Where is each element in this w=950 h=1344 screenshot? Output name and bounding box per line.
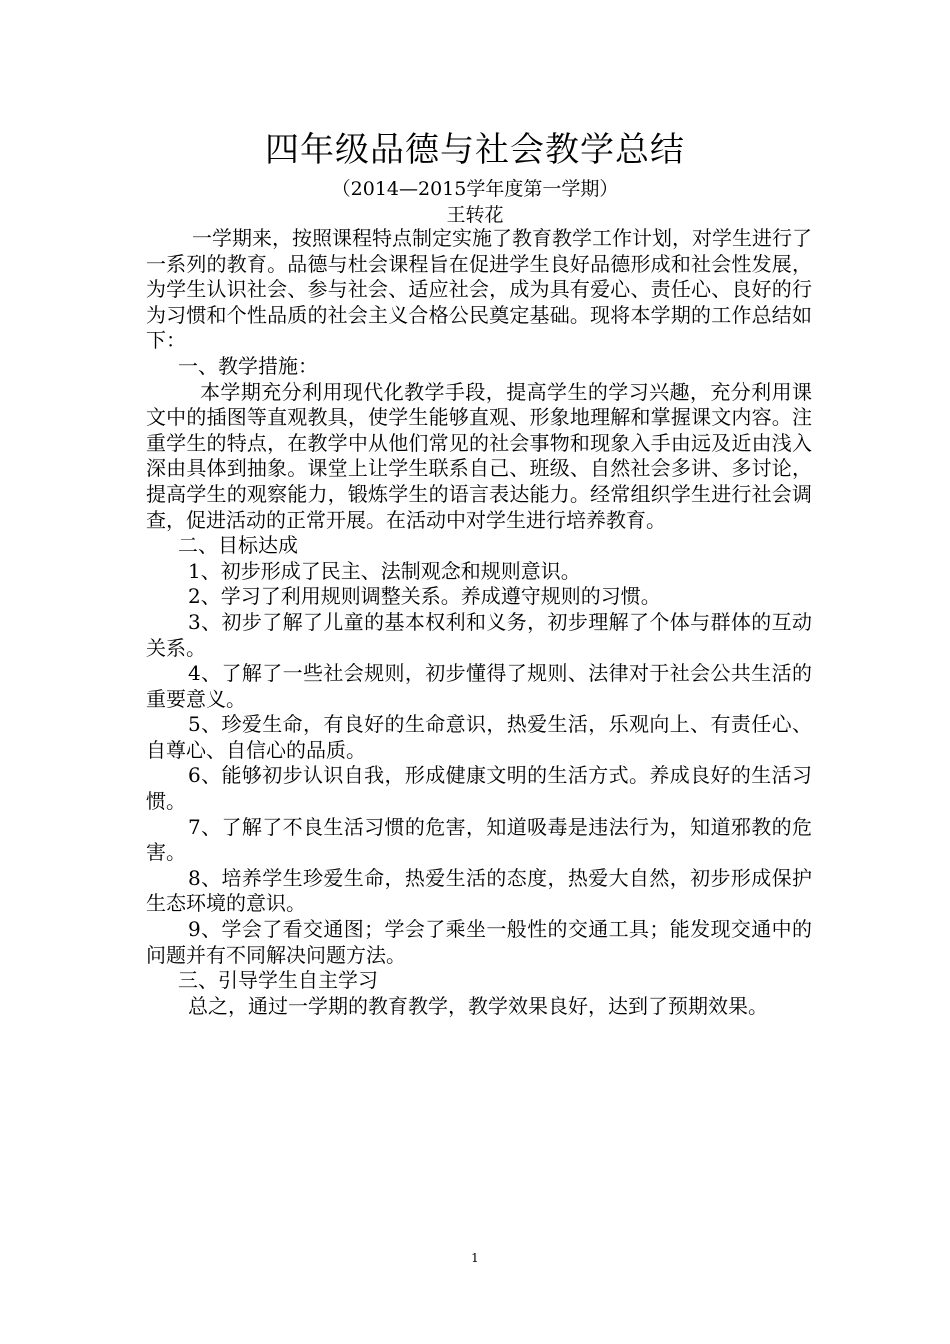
page-number: 1 [471, 1251, 479, 1265]
intro-paragraph: 一学期来，按照课程特点制定实施了教育教学工作计划，对学生进行了一系列的教育。品德与杜会课程旨在促进学生良好品德形成和社会性发展，为学生认识社会、参与社会、适应社会，成为具有爱心、责任心、良好的行为习惯和个性品质的社会主义合格公民奠定基础。现将本学期的工作总结如下： [146, 226, 812, 353]
list-item: 2、学习了利用规则调整关系。养成遵守规则的习惯。 [188, 584, 661, 609]
section-3-heading: 三、引导学生自主学习 [178, 968, 378, 993]
list-item: 4、了解了一些社会规则，初步懂得了规则、法律对于社会公共生活的重要意义。 [146, 661, 812, 711]
section-1-paragraph: 本学期充分利用现代化教学手段，提高学生的学习兴趣，充分利用课文中的插图等直观教具，使学生能够直观、形象地理解和掌握课文内容。注重学生的特点，在教学中从他们常见的社会事物和现象入手由远及近由浅入深由具体到抽象。课堂上让学生联系自己、班级、自然社会多讲、多讨论，提高学生的观察能力，锻炼学生的语言表达能力。经常组织学生进行社会调查，促进活动的正常开展。在活动中对学生进行培养教育。 [146, 379, 812, 532]
list-item: 8、培养学生珍爱生命，热爱生活的态度，热爱大自然，初步形成保护生态环境的意识。 [146, 865, 812, 916]
list-item: 6、能够初步认识自我，形成健康文明的生活方式。养成良好的生活习惯。 [146, 763, 812, 814]
list-item: 7、了解了不良生活习惯的危害，知道吸毒是违法行为，知道邪教的危害。 [146, 814, 812, 865]
conclusion-paragraph: 总之，通过一学期的教育教学，教学效果良好，达到了预期效果。 [188, 993, 768, 1018]
document-body [146, 226, 812, 1019]
document-subtitle: （2014—2015学年度第一学期） [331, 178, 619, 200]
list-item: 1、初步形成了民主、法制观念和规则意识。 [188, 558, 581, 583]
document-author: 王转花 [446, 204, 504, 226]
section-2-heading: 二、目标达成 [178, 533, 298, 558]
section-1-heading: 一、教学措施： [178, 353, 318, 378]
list-item: 3、初步了解了儿童的基本权利和义务，初步理解了个体与群体的互动关系。 [146, 609, 812, 660]
list-item: 9、学会了看交通图；学会了乘坐一般性的交通工具；能发现交通中的问题并有不同解决问题方法。 [146, 917, 812, 967]
document-title: 四年级品德与社会教学总结 [265, 130, 685, 170]
list-item: 5、珍爱生命，有良好的生命意识，热爱生活，乐观向上、有责任心、自尊心、自信心的品质。 [146, 712, 812, 762]
